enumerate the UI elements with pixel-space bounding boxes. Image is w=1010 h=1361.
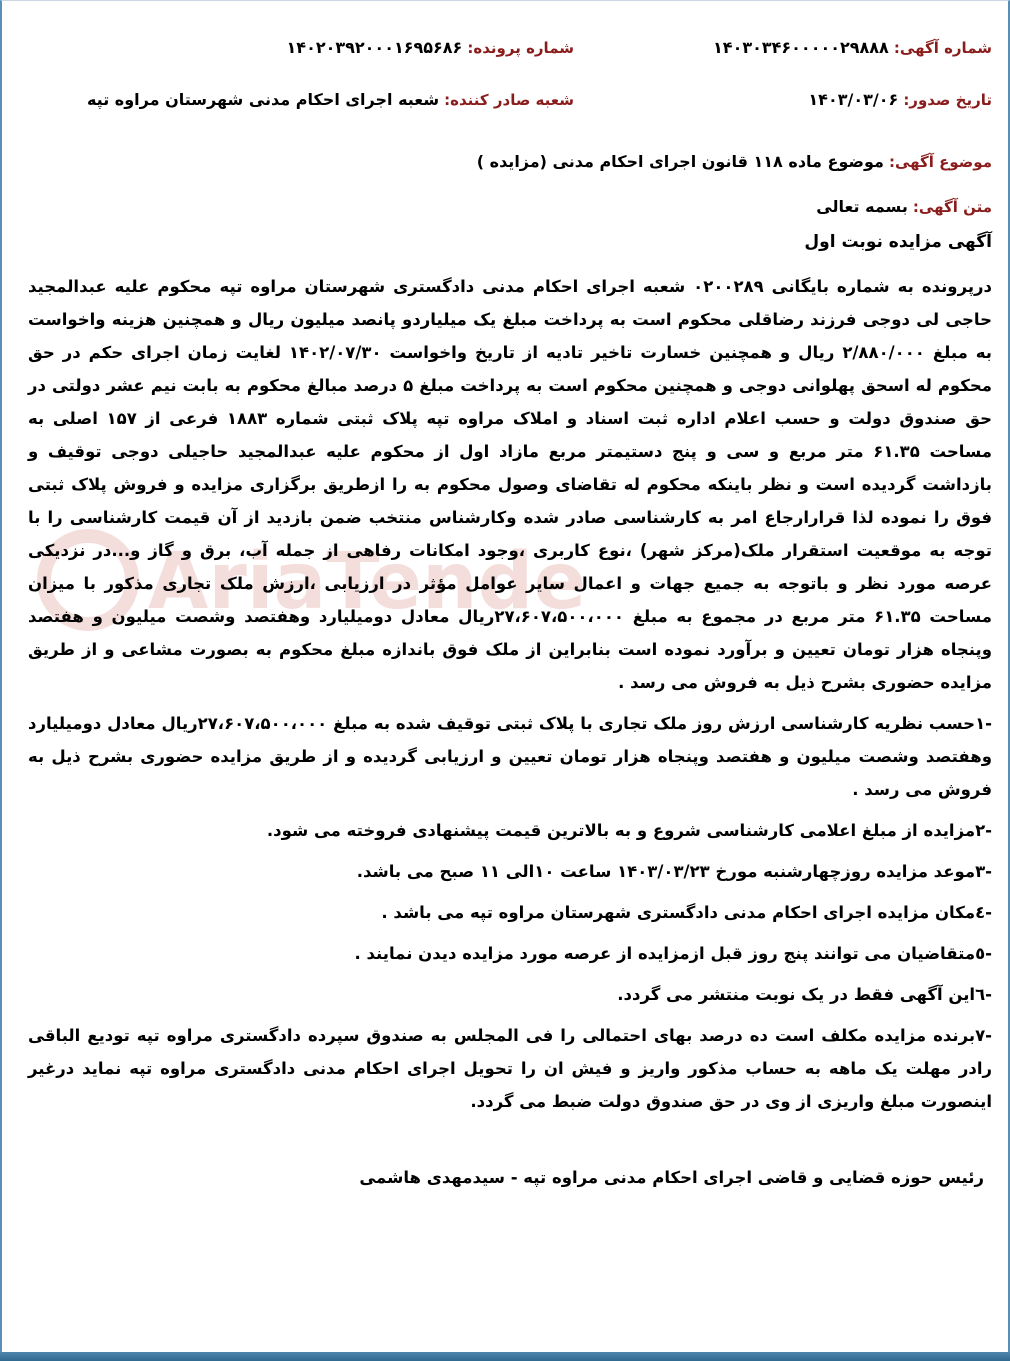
header-row-2 [28, 90, 992, 142]
condition-item-3: -۳موعد مزایده روزچهارشنبه مورخ ۱۴۰۳/۰۳/۲۳ ساعت ۱۰الی ۱۱ صبح می باشد. [356, 862, 992, 881]
subject-label: موضوع آگهی: [888, 153, 992, 171]
subject-field [28, 152, 992, 171]
issuing-branch-label: شعبه صادر کننده: [444, 91, 574, 109]
watermark-text: AriaTende [148, 537, 587, 627]
notice-text-label: متن آگهی: [912, 198, 992, 216]
notice-heading: آگهی مزایده نوبت اول [804, 232, 992, 252]
notice-text-field [28, 197, 992, 216]
condition-item-2: -۲مزایده از مبلغ اعلامی کارشناسی شروع و به بالاترین قیمت پیشنهادی فروخته می شود. [266, 821, 992, 840]
notice-document [28, 38, 992, 1187]
case-number-label: شماره پرونده: [467, 39, 574, 57]
subject: موضوع ماده ۱۱۸ قانون اجرای احکام مدنی (مزایده ) [476, 152, 884, 171]
condition-item-6: -٦این آگهی فقط در یک نوبت منتشر می گردد. [617, 985, 992, 1004]
condition-item-5: -٥متقاضیان می توانند پنج روز قبل ازمزایده از عرصه مورد مزایده دیدن نمایند . [354, 944, 992, 963]
window-bottom-bar [0, 1352, 1010, 1361]
notice-number-field [713, 38, 992, 57]
notice-number-label: شماره آگهی: [893, 39, 992, 57]
header-row-1 [28, 38, 992, 90]
issue-date-label: تاریخ صدور: [903, 91, 992, 109]
case-number-field [287, 38, 574, 57]
notice-number: ۱۴۰۳۰۳۴۶۰۰۰۰۰۲۹۸۸۸ [713, 38, 889, 57]
main-paragraph: درپرونده به شماره بایگانی ۰۲۰۰۲۸۹ شعبه اجرای احکام مدنی دادگستری شهرستان مراوه تپه محکوم علیه عبدالمجید حاجی لی دوجی فرزند رضاقلی محکوم است به پرداخت مبلغ یک میلیاردو پانصد میلیون ریال و همچنین هزینه واخواست به مبلغ ۲/۸۸۰/۰۰۰ ریال و همچنین خسارت تاخیر تادیه از تاریخ واخواست ۱۴۰۲/۰۷/۳۰ لغایت زمان اجرای حکم در حق محکوم له اسحق پهلوانی دوجی و همچنین محکوم است به پرداخت مبلغ ۵ درصد مبالغ محکوم به بابت نیم عشر دولتی در حق صندوق دولت و حسب اعلام اداره ثبت اسناد و املاک مراوه تپه پلاک ثبتی شماره ۱۸۸۳ فرعی از ۱۵۷ اصلی به مساحت ۶۱.۳۵ متر مربع و سی و پنج دستیمتر مربع مازاد اول از محکوم علیه عبدالمجید حاجیلی دوجی توقیف و بازداشت گردیده است و نظر باینکه محکوم له تقاضای وصول محکوم به را ازطریق برگزاری مزایده و فروش پلاک ثبتی فوق را نموده لذا قرارارجاع امر به کارشناسی صادر شده وکارشناس منتخب ضمن بازدید از آن قیمت کارشناسی را با توجه به موقعیت استقرار ملک(مرکز شهر) ،نوع کاربری ،وجود امکانات رفاهی از جمله آب، برق و گاز و...در نزدیکی عرصه مورد نظر و باتوجه به جمیع جهات و اعمال سایر عوامل مؤثر در ارزیابی ،ارزش ملک تجاری مذکور با میزان مساحت ۶۱.۳۵ متر مربع در مجموع به مبلغ ۲۷،۶۰۷،۵۰۰،۰۰۰ریال معادل دومیلیارد وهفتصد وشصت میلیون و هفتصد وپنجاه هزار تومان تعیین و برآورد نموده است بنابراین از ملک فوق باندازه مبلغ محکوم به بصورت مشاعی و از طریق مزایده حضوری بشرح ذیل به فروش می رسد . [28, 277, 993, 692]
condition-item-4: -٤مکان مزایده اجرای احکام مدنی دادگستری شهرستان مراوه تپه می باشد . [381, 903, 992, 922]
signature: رئیس حوزه قضایی و قاضی اجرای احکام مدنی مراوه تپه - سیدمهدی هاشمی [359, 1168, 984, 1187]
notice-text-opening: بسمه تعالی [816, 197, 908, 216]
issue-date-field [808, 90, 992, 109]
issuing-branch-field [87, 90, 574, 109]
case-number: ۱۴۰۲۰۳۹۲۰۰۰۱۶۹۵۶۸۶ [286, 38, 463, 57]
condition-item-7: -۷برنده مزایده مکلف است ده درصد بهای احتمالی را فی المجلس به صندوق سپرده دادگستری مراوه تپه تودیع الباقی رادر مهلت یک ماهه به حساب مذکور واریز و فیش ان را تحویل اجرای احکام مدنی دادگستری مراوه تپه نماید درغیر اینصورت مبلغ واریزی از وی در حق صندوق دولت ضبط می گردد. [28, 1026, 992, 1111]
condition-item-1: -۱حسب نظریه کارشناسی ارزش روز ملک تجاری با پلاک ثبتی توقیف شده به مبلغ ۲۷،۶۰۷،۵۰۰،۰۰۰ریال معادل دومیلیارد وهفتصد وشصت میلیون و هفتصد وپنجاه هزار تومان تعیین و ارزیابی گردیده و از طریق مزایده حضوری بشرح ذیل به فروش می رسد . [28, 714, 992, 799]
issue-date: ۱۴۰۳/۰۳/۰۶ [808, 90, 899, 109]
issuing-branch: شعبه اجرای احکام مدنی شهرستان مراوه تپه [86, 90, 440, 109]
